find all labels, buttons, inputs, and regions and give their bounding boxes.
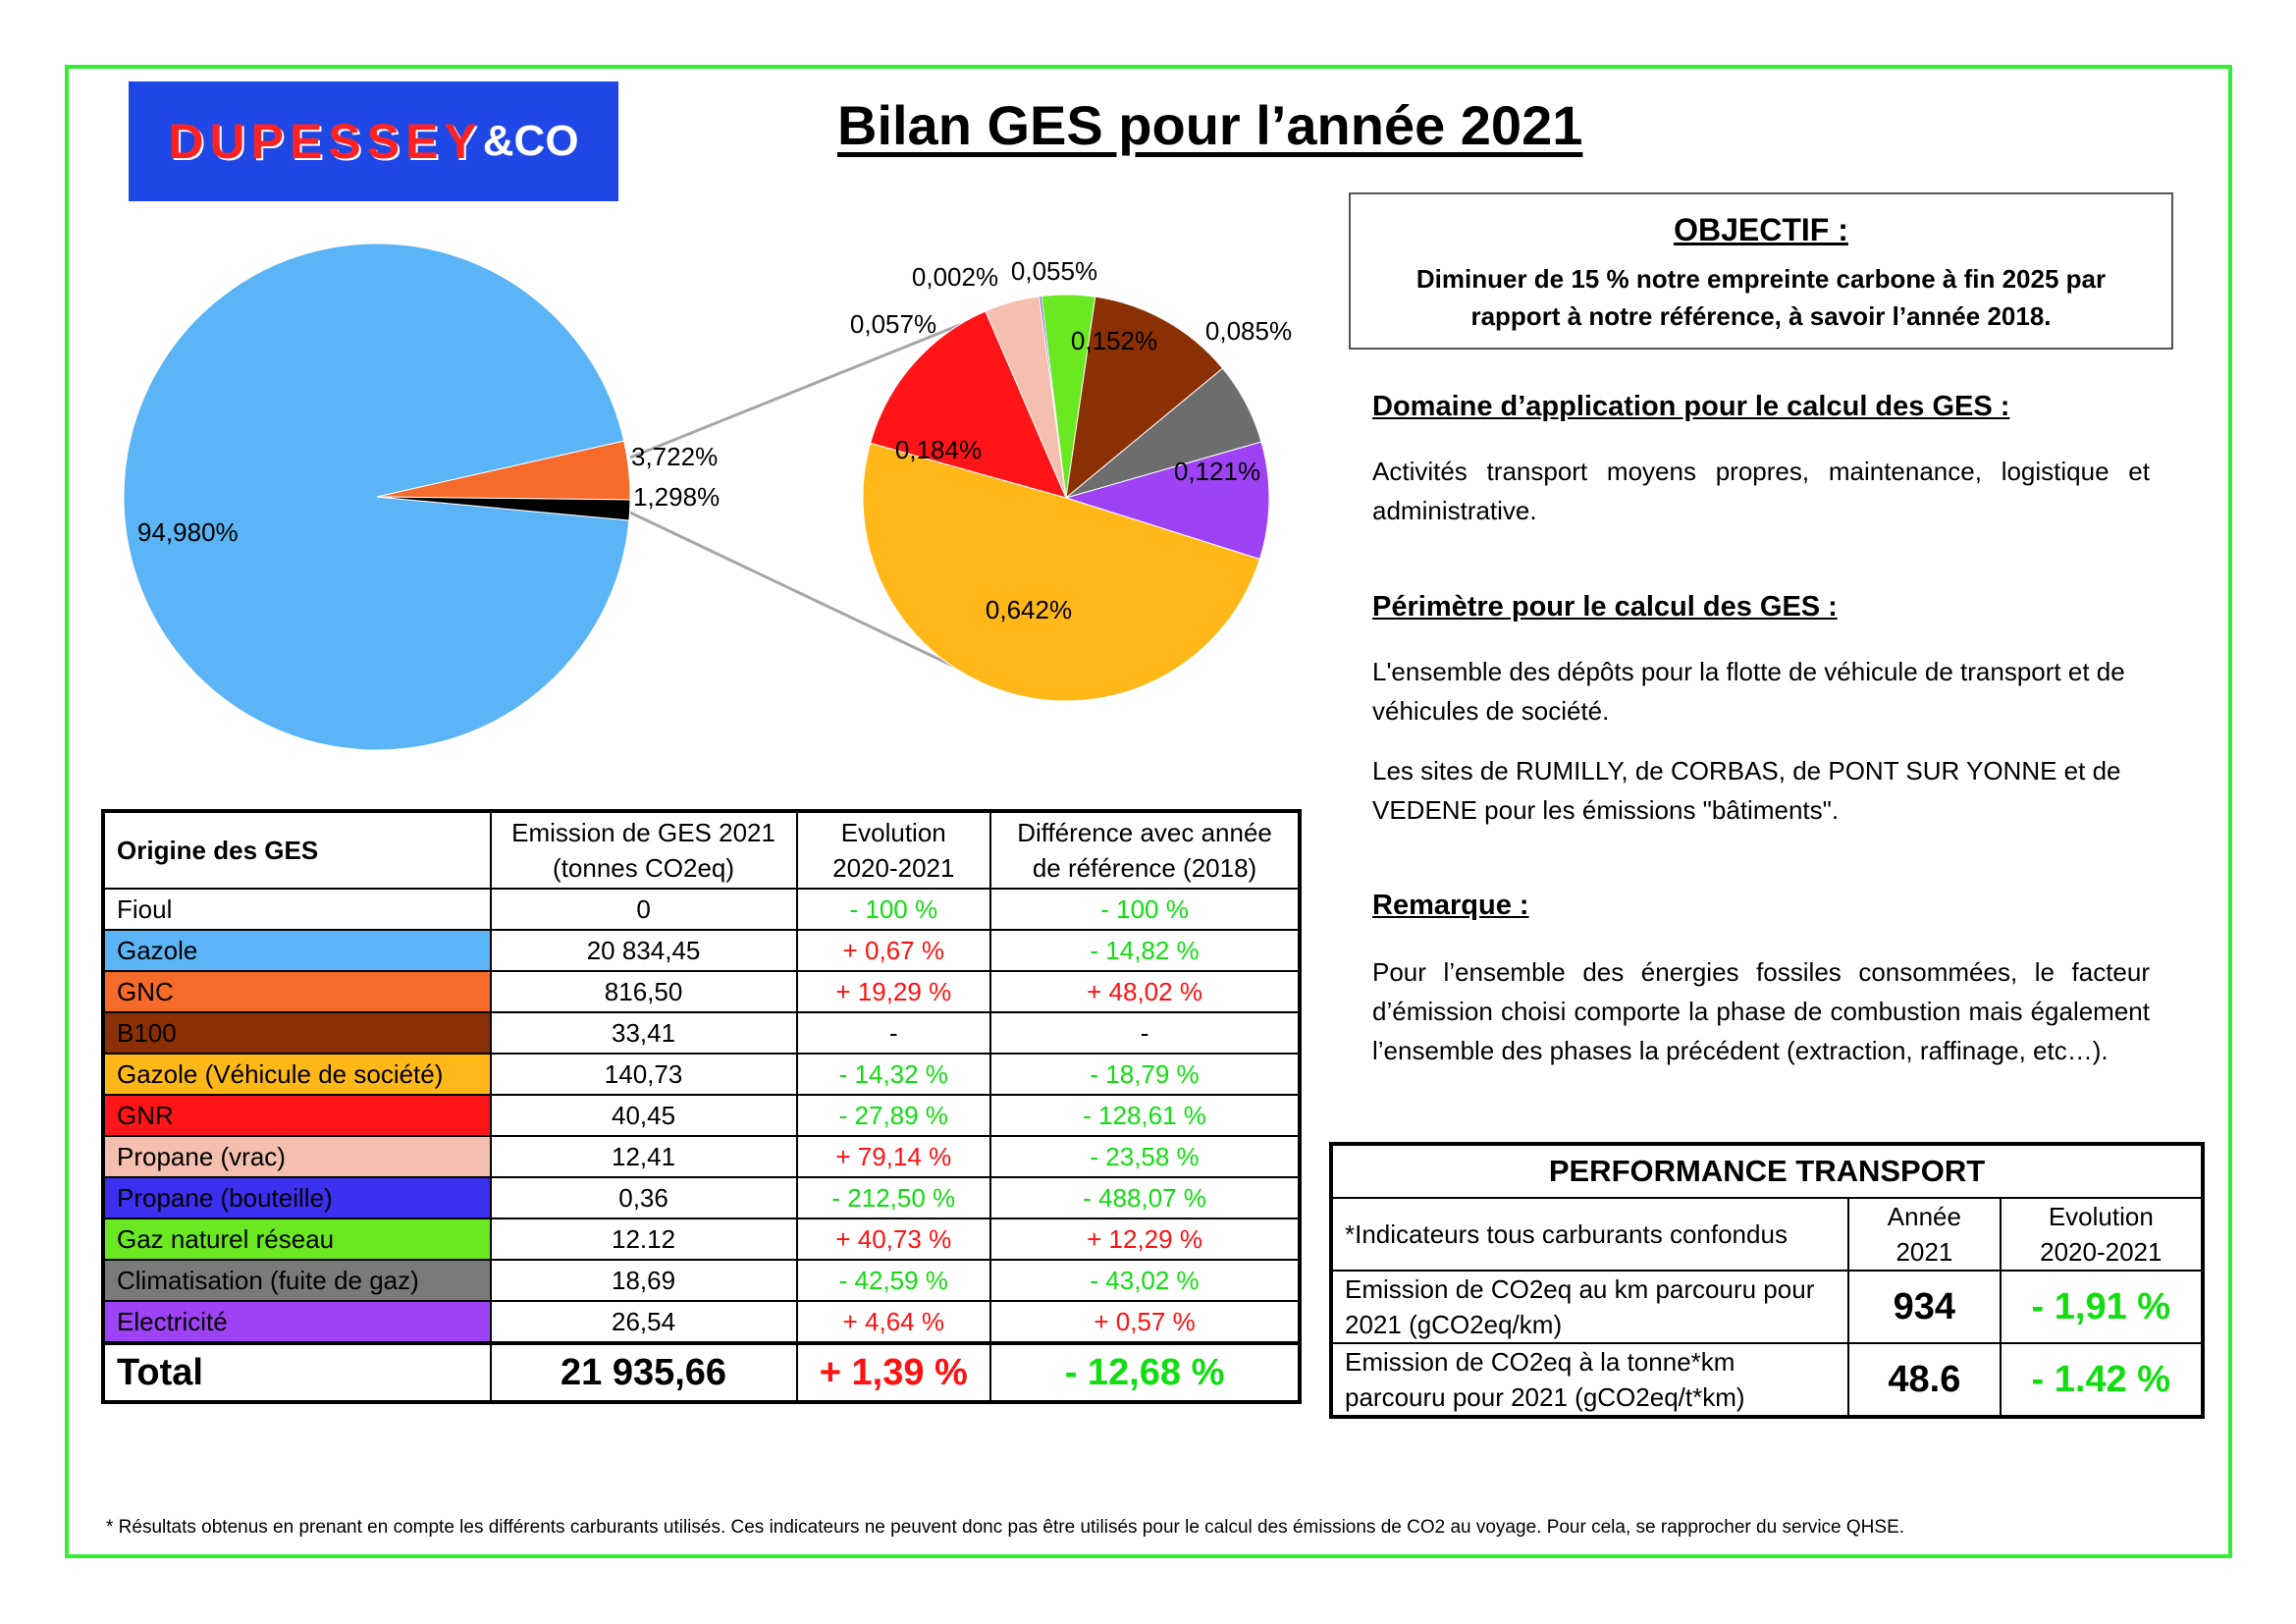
row-difference: - 128,61 % [990, 1095, 1300, 1136]
table-row [103, 930, 1300, 971]
domain-text: Activités transport moyens propres, maintenance, logistique et administrative. [1372, 457, 2150, 525]
row-difference: + 0,57 % [990, 1301, 1300, 1343]
row-evolution: + 40,73 % [797, 1218, 991, 1260]
logo-suffix: &CO [482, 117, 579, 165]
total-label: Total [103, 1343, 491, 1402]
total-emission: 21 935,66 [491, 1343, 797, 1402]
perimeter-text-1: L'ensemble des dépôts pour la flotte de véhicule de transport et de véhicules de société. [1372, 657, 2125, 726]
table-row [103, 1177, 1300, 1218]
secondary-pie [863, 295, 1269, 701]
table-row [103, 889, 1300, 930]
row-difference: - 14,82 % [990, 930, 1300, 971]
perf-row-evolution: - 1,91 % [2001, 1271, 2203, 1343]
footnote: * Résultats obtenus en prenant en compte les différents carburants utilisés. Ces indicateurs ne peuvent donc pas être utilisés pour le calcul des émissions de CO2 au voyage. Pour cela, se rapprocher du service QHSE. [106, 1517, 1905, 1538]
objective-heading: OBJECTIF : [1674, 212, 1848, 247]
total-evolution: + 1,39 % [797, 1343, 991, 1402]
perf-row-label: Emission de CO2eq au km parcouru pour 2021 (gCO2eq/km) [1331, 1271, 1848, 1343]
row-origin: Gaz naturel réseau [103, 1218, 491, 1260]
perf-row [1331, 1271, 2203, 1343]
bar-of-pie-chart [0, 0, 1335, 785]
secondary-pie-label: 0,642% [985, 595, 1073, 624]
row-evolution: + 79,14 % [797, 1136, 991, 1177]
perimeter-heading: Périmètre pour le calcul des GES : [1372, 591, 1838, 623]
secondary-pie-label: 0,121% [1173, 457, 1261, 486]
row-emission: 20 834,45 [491, 930, 797, 971]
table-total-row [103, 1343, 1300, 1402]
table-row [103, 971, 1300, 1012]
main-pie-label: 3,722% [631, 442, 719, 471]
row-evolution: - 100 % [797, 889, 991, 930]
row-origin: Propane (vrac) [103, 1136, 491, 1177]
row-evolution: + 19,29 % [797, 971, 991, 1012]
header-year: Année 2021 [1848, 1198, 2001, 1271]
logo-brand: DUPESSEY [168, 114, 483, 169]
row-evolution: - 42,59 % [797, 1260, 991, 1301]
row-emission: 40,45 [491, 1095, 797, 1136]
secondary-pie-label: 0,085% [1204, 316, 1293, 346]
main-pie-label: 94,980% [137, 517, 239, 547]
row-emission: 12,41 [491, 1136, 797, 1177]
header-evolution: Evolution 2020-2021 [2001, 1198, 2203, 1271]
table-row [103, 1136, 1300, 1177]
row-difference: + 48,02 % [990, 971, 1300, 1012]
row-emission: 0 [491, 889, 797, 930]
main-pie-label: 1,298% [633, 482, 721, 512]
perf-row-label: Emission de CO2eq à la tonne*km parcouru pour 2021 (gCO2eq/t*km) [1331, 1343, 1848, 1417]
row-origin: Climatisation (fuite de gaz) [103, 1260, 491, 1301]
row-emission: 0,36 [491, 1177, 797, 1218]
row-difference: - 18,79 % [990, 1054, 1300, 1095]
table-row [103, 1012, 1300, 1054]
performance-heading: PERFORMANCE TRANSPORT [1331, 1144, 2203, 1198]
indicator-label: *Indicateurs tous carburants confondus [1331, 1198, 1848, 1271]
row-difference: - 100 % [990, 889, 1300, 930]
domain-heading: Domaine d’application pour le calcul des GES : [1372, 391, 2010, 422]
row-origin: B100 [103, 1012, 491, 1054]
header-origin: Origine des GES [103, 811, 491, 889]
secondary-pie-label: 0,057% [849, 309, 937, 339]
row-origin: Propane (bouteille) [103, 1177, 491, 1218]
row-origin: Gazole (Véhicule de société) [103, 1054, 491, 1095]
secondary-pie-label: 0,055% [1010, 256, 1098, 286]
performance-table [1329, 1142, 2205, 1419]
perf-row-value: 48.6 [1848, 1343, 2001, 1417]
table-row [103, 1301, 1300, 1343]
row-emission: 33,41 [491, 1012, 797, 1054]
objective-line-1: Diminuer de 15 % notre empreinte carbone à fin 2025 par [1415, 264, 2107, 294]
perimeter-text-2: Les sites de RUMILLY, de CORBAS, de PONT SUR YONNE et de VEDENE pour les émissions "bâtiments". [1372, 756, 2121, 825]
row-origin: Fioul [103, 889, 491, 930]
remark-text: Pour l’ensemble des énergies fossiles consommées, le facteur d’émission choisi comporte la phase de combustion mais également l’ensemble des phases la précédent (extraction, raffinage, etc…). [1372, 957, 2150, 1065]
row-difference: - 43,02 % [990, 1260, 1300, 1301]
header-evolution: Evolution 2020-2021 [797, 811, 991, 889]
row-evolution: - 14,32 % [797, 1054, 991, 1095]
main-pie [124, 244, 630, 750]
row-emission: 140,73 [491, 1054, 797, 1095]
remark-heading: Remarque : [1372, 890, 1529, 921]
ges-table [101, 809, 1302, 1404]
secondary-pie-label: 0,184% [894, 435, 983, 464]
table-row [103, 1260, 1300, 1301]
row-emission: 18,69 [491, 1260, 797, 1301]
total-difference: - 12,68 % [990, 1343, 1300, 1402]
row-difference: - 488,07 % [990, 1177, 1300, 1218]
header-emission: Emission de GES 2021 (tonnes CO2eq) [491, 811, 797, 889]
row-evolution: + 0,67 % [797, 930, 991, 971]
row-origin: Gazole [103, 930, 491, 971]
row-difference: - [990, 1012, 1300, 1054]
secondary-pie-label: 0,152% [1070, 326, 1158, 355]
table-row [103, 1095, 1300, 1136]
row-difference: - 23,58 % [990, 1136, 1300, 1177]
row-emission: 12.12 [491, 1218, 797, 1260]
table-row [103, 1054, 1300, 1095]
row-evolution: - 212,50 % [797, 1177, 991, 1218]
ges-table-header [103, 811, 1300, 889]
objective-line-2: rapport à notre référence, à savoir l’année 2018. [1470, 301, 2052, 331]
row-evolution: - [797, 1012, 991, 1054]
row-evolution: - 27,89 % [797, 1095, 991, 1136]
row-emission: 816,50 [491, 971, 797, 1012]
perf-row-evolution: - 1.42 % [2001, 1343, 2203, 1417]
row-emission: 26,54 [491, 1301, 797, 1343]
row-origin: Electricité [103, 1301, 491, 1343]
perf-row-value: 934 [1848, 1271, 2001, 1343]
row-difference: + 12,29 % [990, 1218, 1300, 1260]
table-row [103, 1218, 1300, 1260]
row-origin: GNR [103, 1095, 491, 1136]
objective-box [1349, 192, 2173, 350]
row-evolution: + 4,64 % [797, 1301, 991, 1343]
row-origin: GNC [103, 971, 491, 1012]
page-title: Bilan GES pour l’année 2021 [837, 94, 1583, 156]
secondary-pie-label: 0,002% [911, 262, 999, 292]
header-difference: Différence avec année de référence (2018) [990, 811, 1300, 889]
perf-row [1331, 1343, 2203, 1417]
